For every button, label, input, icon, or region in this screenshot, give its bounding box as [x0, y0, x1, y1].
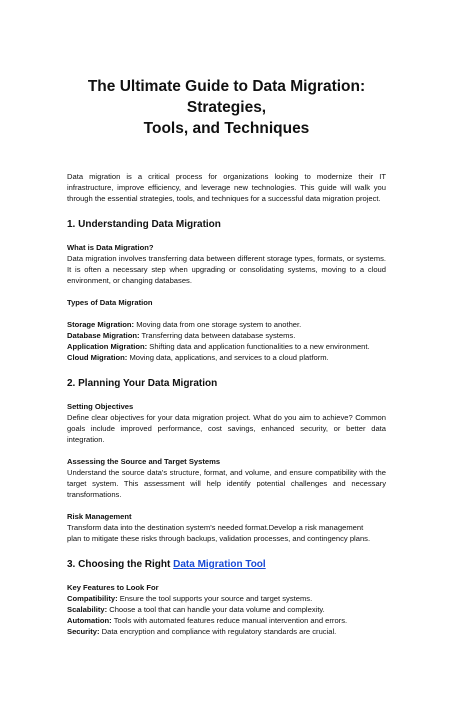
list-item-desc: Data encryption and compliance with regulatory standards are crucial.: [99, 627, 337, 636]
list-item-desc: Shifting data and application functionalities to a new environment.: [147, 342, 370, 351]
list-item: [67, 330, 386, 341]
what-is-heading: What is Data Migration?: [67, 243, 154, 252]
types-heading: Types of Data Migration: [67, 298, 153, 307]
list-item-desc: Choose a tool that can handle your data volume and complexity.: [107, 605, 325, 614]
features-heading: Key Features to Look For: [67, 583, 159, 592]
list-item: [67, 593, 386, 604]
assessing-heading: Assessing the Source and Target Systems: [67, 457, 221, 466]
section-2-heading: 2. Planning Your Data Migration: [67, 378, 218, 389]
list-item: [67, 341, 386, 352]
list-item: [67, 319, 386, 330]
title-line-1: The Ultimate Guide to Data Migration: Strategies,: [87, 78, 366, 116]
risk-text-line-2: plan to mitigate these risks through backups, validation processes, and contingency plans.: [67, 534, 371, 543]
list-item-desc: Ensure the tool supports your source and target systems.: [117, 594, 313, 603]
list-item-term: Database Migration:: [67, 331, 140, 340]
list-item: [67, 615, 386, 626]
list-item-term: Automation:: [67, 616, 112, 625]
document-page: [0, 76, 453, 716]
list-item-desc: Moving data from one storage system to another.: [134, 320, 302, 329]
list-item-term: Cloud Migration:: [67, 353, 128, 362]
title-line-2: Tools, and Techniques: [143, 120, 310, 137]
list-item-term: Scalability:: [67, 605, 108, 614]
risk-heading: Risk Management: [67, 512, 132, 521]
section-3-heading-prefix: 3. Choosing the Right: [67, 559, 174, 570]
list-item-term: Storage Migration:: [67, 320, 135, 329]
section-1-heading: 1. Understanding Data Migration: [67, 219, 221, 230]
list-item-term: Security:: [67, 627, 100, 636]
what-is-text: Data migration involves transferring data between different storage types, formats, or systems. It is often a necessary step when upgrading or consolidating systems, moving to a cloud environment, or changing databases.: [67, 254, 386, 285]
list-item-term: Compatibility:: [67, 594, 118, 603]
objectives-heading: Setting Objectives: [67, 402, 134, 411]
list-item: [67, 626, 386, 637]
list-item: [67, 352, 386, 363]
page-title: [67, 76, 386, 139]
assessing-text: Understand the source data's structure, format, and volume, and ensure compatibility with the target system. This assessment will help identify potential challenges and necessary transformations.: [67, 468, 386, 499]
list-item-desc: Moving data, applications, and services to a cloud platform.: [127, 353, 329, 362]
list-item-desc: Tools with automated features reduce manual intervention and errors.: [111, 616, 348, 625]
list-item-desc: Transferring data between database systems.: [139, 331, 296, 340]
risk-text-line-1: Transform data into the destination system's needed format.Develop a risk management: [67, 523, 364, 532]
section-3-heading: [67, 559, 386, 571]
list-item-term: Application Migration:: [67, 342, 148, 351]
objectives-text: Define clear objectives for your data migration project. What do you aim to achieve? Common goals include improved performance, cost savings, enhanced security, or better data integration.: [67, 413, 386, 444]
intro-paragraph: Data migration is a critical process for organizations looking to modernize their IT infrastructure, improve efficiency, and leverage new technologies. This guide will walk you through the essential strategies, tools, and techniques for a successful data migration project.: [67, 172, 386, 203]
list-item: [67, 604, 386, 615]
data-migration-tool-link[interactable]: Data Migration Tool: [173, 559, 266, 570]
